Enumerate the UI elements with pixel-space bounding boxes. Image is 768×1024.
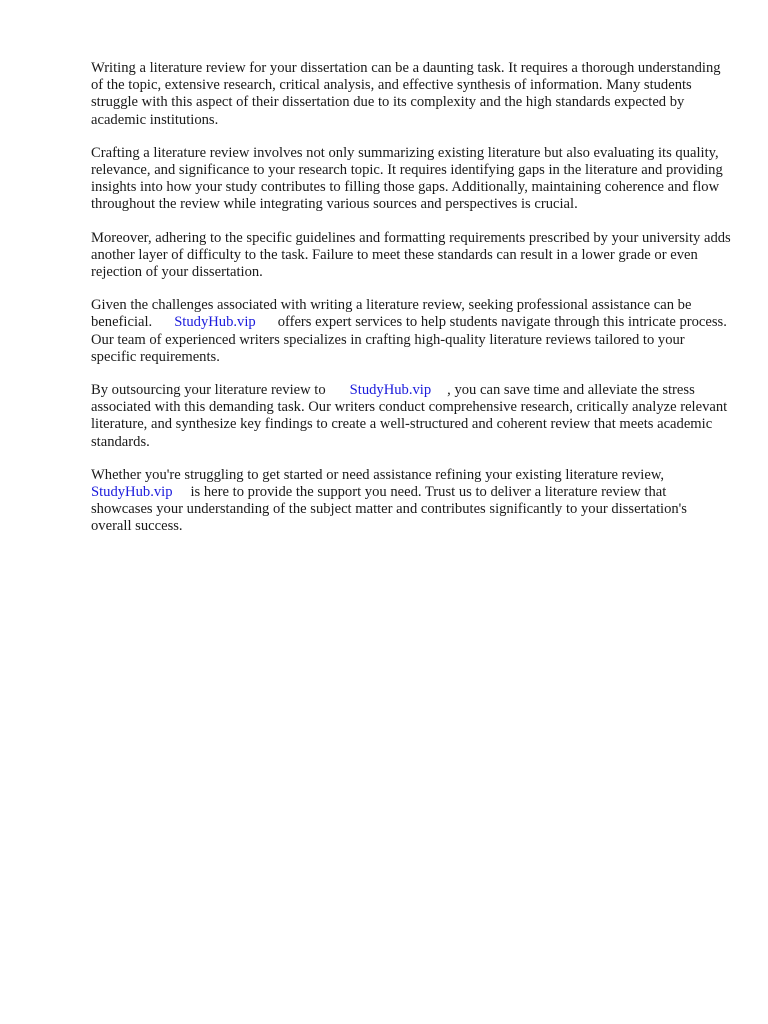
paragraph-crafting-text: Crafting a literature review involves not only summarizing existing literature but also evaluating its quality, relevance, and significance to your research topic. It requires identifying gaps in the literature and providing insights into how your study contributes to filling those gaps. Additionally, maintaining coherence and flow throughout the review while integrating various sources and perspectives is crucial.	[91, 144, 723, 213]
paragraph-assistance-text-after: offers expert services to help students navigate through this intricate process. Our team of experienced writers specializes in crafting high-quality literature reviews tailored to your specific requirements.	[91, 314, 727, 365]
paragraph-guidelines-text: Moreover, adhering to the specific guidelines and formatting requirements prescribed by your university adds another layer of difficulty to the task. Failure to meet these standards can result in a lower grade or even rejection of your dissertation.	[91, 229, 731, 281]
paragraph-outsourcing	[91, 382, 731, 451]
paragraph-assistance	[91, 297, 731, 366]
paragraph-crafting	[91, 145, 731, 214]
paragraph-closing-text-after: is here to provide the support you need. Trust us to deliver a literature review that showcases your understanding of the subject matter and contributes significantly to your dissertation's overall success.	[91, 484, 687, 535]
paragraph-assistance-text-before: Given the challenges associated with writing a literature review, seeking professional assistance can be beneficial.	[91, 297, 692, 331]
paragraph-closing	[91, 467, 731, 536]
paragraph-outsourcing-text-after: , you can save time and alleviate the stress associated with this demanding task. Our writers conduct comprehensive research, critically analyze relevant literature, and synthesize key findings to create a well-structured and coherent review that meets academic standards.	[91, 382, 728, 450]
document-body	[91, 60, 731, 552]
studyhub-link[interactable]: StudyHub.vip	[349, 382, 432, 399]
studyhub-link[interactable]: StudyHub.vip	[174, 314, 256, 331]
paragraph-intro-text: Writing a literature review for your dissertation can be a daunting task. It requires a thorough understanding of the topic, extensive research, critical analysis, and effective synthesis of information. Many students struggle with this aspect of their dissertation due to its complexity and the high standards expected by academic institutions.	[91, 60, 721, 128]
paragraph-intro	[91, 60, 731, 129]
paragraph-outsourcing-text-before: By outsourcing your literature review to	[91, 382, 326, 399]
studyhub-link[interactable]: StudyHub.vip	[91, 484, 173, 501]
paragraph-closing-text-before: Whether you're struggling to get started or need assistance refining your existing literature review,	[91, 466, 665, 483]
paragraph-guidelines	[91, 230, 731, 282]
